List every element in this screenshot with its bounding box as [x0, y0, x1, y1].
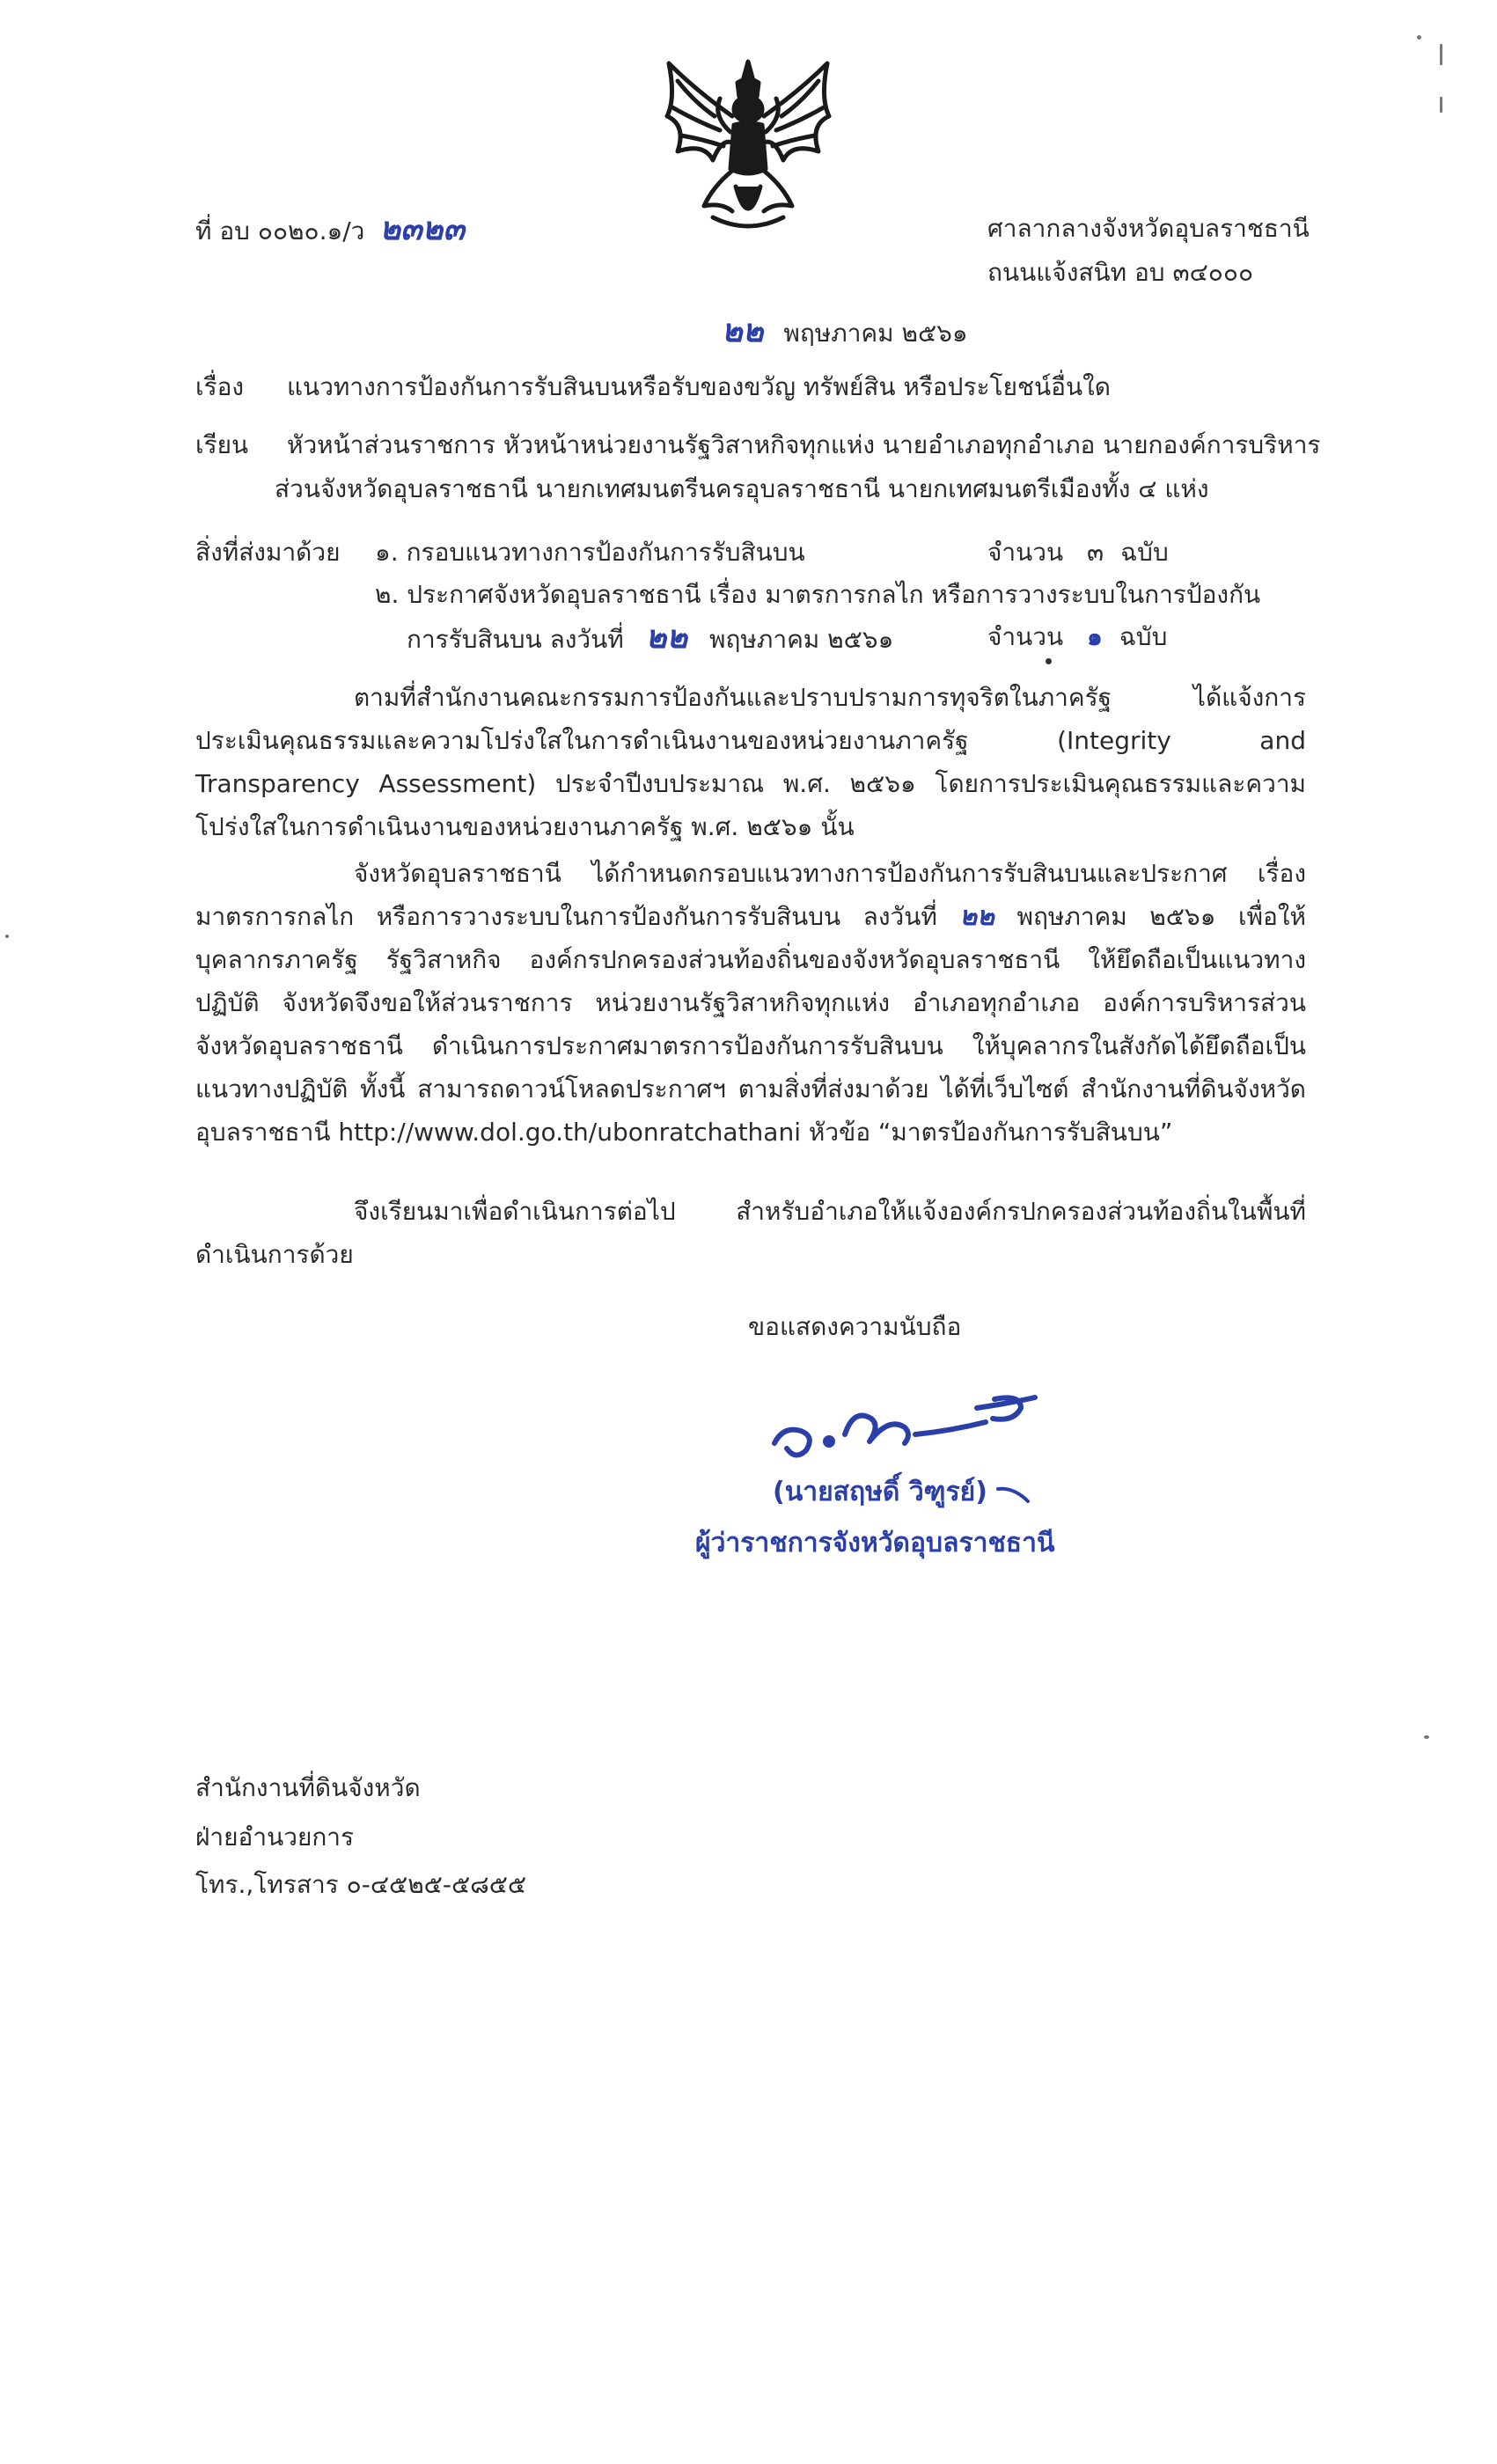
- garuda-emblem-icon: [651, 55, 845, 239]
- reference-number: [195, 211, 465, 249]
- enclosures-label: สิ่งที่ส่งมาด้วย: [195, 538, 341, 567]
- scan-speck: [1440, 44, 1442, 65]
- enclosure-item-1: ๑. กรอบแนวทางการป้องกันการรับสินบน: [375, 538, 805, 567]
- body-paragraph-2: จังหวัดอุบลราชธานี ได้กำหนดกรอบแนวทางการป้องกันการรับสินบนและประกาศ เรื่อง มาตรการกลไก หรือการวางระบบในการป้องกันการรับสินบน ลงวันที่ ๒๒ พฤษภาคม ๒๕๖๑ เพื่อให้บุคลากรภาครัฐ รัฐวิสาหกิจ องค์กรปกครองส่วนท้องถิ่นของจังหวัดอุบลราชธานี ให้ยึดถือเป็นแนวทางปฏิบัติ จังหวัดจึงขอให้ส่วนราชการ หน่วยงานรัฐวิสาหกิจทุกแห่ง อำเภอทุกอำเภอ องค์การบริหารส่วนจังหวัดอุบลราชธานี ดำเนินการประกาศมาตรการป้องกันการรับสินบน ให้บุคลากรในสังกัดได้ยึดถือเป็นแนวทางปฏิบัติ ทั้งนี้ สามารถดาวน์โหลดประกาศฯ ตามสิ่งที่ส่งมาด้วย ได้ที่เว็บไซต์ สำนักงานที่ดินจังหวัดอุบลราชธานี http://www.dol.go.th/ubonratchathani หัวข้อ “มาตรป้องกันการรับสินบน”: [195, 859, 1306, 1147]
- signer-name: (นายสฤษดิ์ วิฑูรย์): [773, 1477, 987, 1507]
- footer-office: สำนักงานที่ดินจังหวัด: [195, 1773, 421, 1802]
- recipient-line-1: หัวหน้าส่วนราชการ หัวหน้าหน่วยงานรัฐวิสาหกิจทุกแห่ง นายอำเภอทุกอำเภอ นายกองค์การบริหาร: [287, 430, 1321, 459]
- enclosure-item-1-quantity: จำนวน ๓ ฉบับ: [987, 538, 1169, 567]
- date-month-year: พฤษภาคม ๒๕๖๑: [783, 319, 968, 348]
- subject-label: เรื่อง: [195, 372, 245, 401]
- signature-icon: [757, 1373, 1038, 1470]
- scan-speck: [1046, 658, 1052, 664]
- signature-tick-icon: [996, 1484, 1031, 1505]
- date-day-handwritten: ๒๒: [722, 312, 764, 349]
- body-paragraph-1: ตามที่สำนักงานคณะกรรมการป้องกันและปราบปรามการทุจริตในภาครัฐ ได้แจ้งการประเมินคุณธรรมและความโปร่งใสในการดำเนินงานของหน่วยงานภาครัฐ (Integrity and Transparency Assessment) ประจำปีงบประมาณ พ.ศ. ๒๕๖๑ โดยการประเมินคุณธรรมและความโปร่งใสในการดำเนินงานของหน่วยงานภาครัฐ พ.ศ. ๒๕๖๑ นั้น: [195, 683, 1306, 841]
- scan-speck: [1440, 97, 1442, 113]
- scan-speck: [1417, 35, 1421, 40]
- organization-address: ถนนแจ้งสนิท อบ ๓๔๐๐๐: [987, 258, 1254, 287]
- recipient-line-2: ส่วนจังหวัดอุบลราชธานี นายกเทศมนตรีนครอุบลราชธานี นายกเทศมนตรีเมืองทั้ง ๔ แห่ง: [275, 474, 1209, 503]
- enclosure-item-2-line-1: ๒. ประกาศจังหวัดอุบลราชธานี เรื่อง มาตรการกลไก หรือการวางระบบในการป้องกัน: [375, 580, 1261, 609]
- letter-date: [722, 313, 968, 351]
- reference-prefix: ที่ อบ ๐๐๒๐.๑/ว: [195, 216, 365, 246]
- subject-text: แนวทางการป้องกันการรับสินบนหรือรับของขวัญ ทรัพย์สิน หรือประโยชน์อื่นใด: [287, 372, 1111, 401]
- reference-number-handwritten: ๒๓๒๓: [379, 210, 465, 247]
- recipient-label: เรียน: [195, 430, 249, 459]
- footer-phone: โทร.,โทรสาร ๐-๔๕๒๕-๕๘๕๕: [195, 1870, 527, 1899]
- footer-department: ฝ่ายอำนวยการ: [195, 1822, 355, 1852]
- signer-title: ผู้ว่าราชการจังหวัดอุบลราชธานี: [695, 1528, 1055, 1558]
- body-paragraph-3: จึงเรียนมาเพื่อดำเนินการต่อไป สำหรับอำเภอให้แจ้งองค์กรปกครองส่วนท้องถิ่นในพื้นที่ดำเนินการด้วย: [195, 1197, 1306, 1269]
- enclosure-item-2-quantity: จำนวน ๑ ฉบับ: [987, 622, 1168, 651]
- enclosure-item-2-line-2: การรับสินบน ลงวันที่ ๒๒ พฤษภาคม ๒๕๖๑: [407, 619, 894, 656]
- body-day-handwritten: ๒๒: [959, 901, 994, 932]
- closing-salutation: ขอแสดงความนับถือ: [748, 1312, 962, 1341]
- enclosure-day-handwritten: ๒๒: [645, 619, 688, 656]
- scan-speck: [1424, 1735, 1429, 1739]
- scan-speck: [5, 935, 9, 938]
- organization-name: ศาลากลางจังหวัดอุบลราชธานี: [987, 214, 1310, 243]
